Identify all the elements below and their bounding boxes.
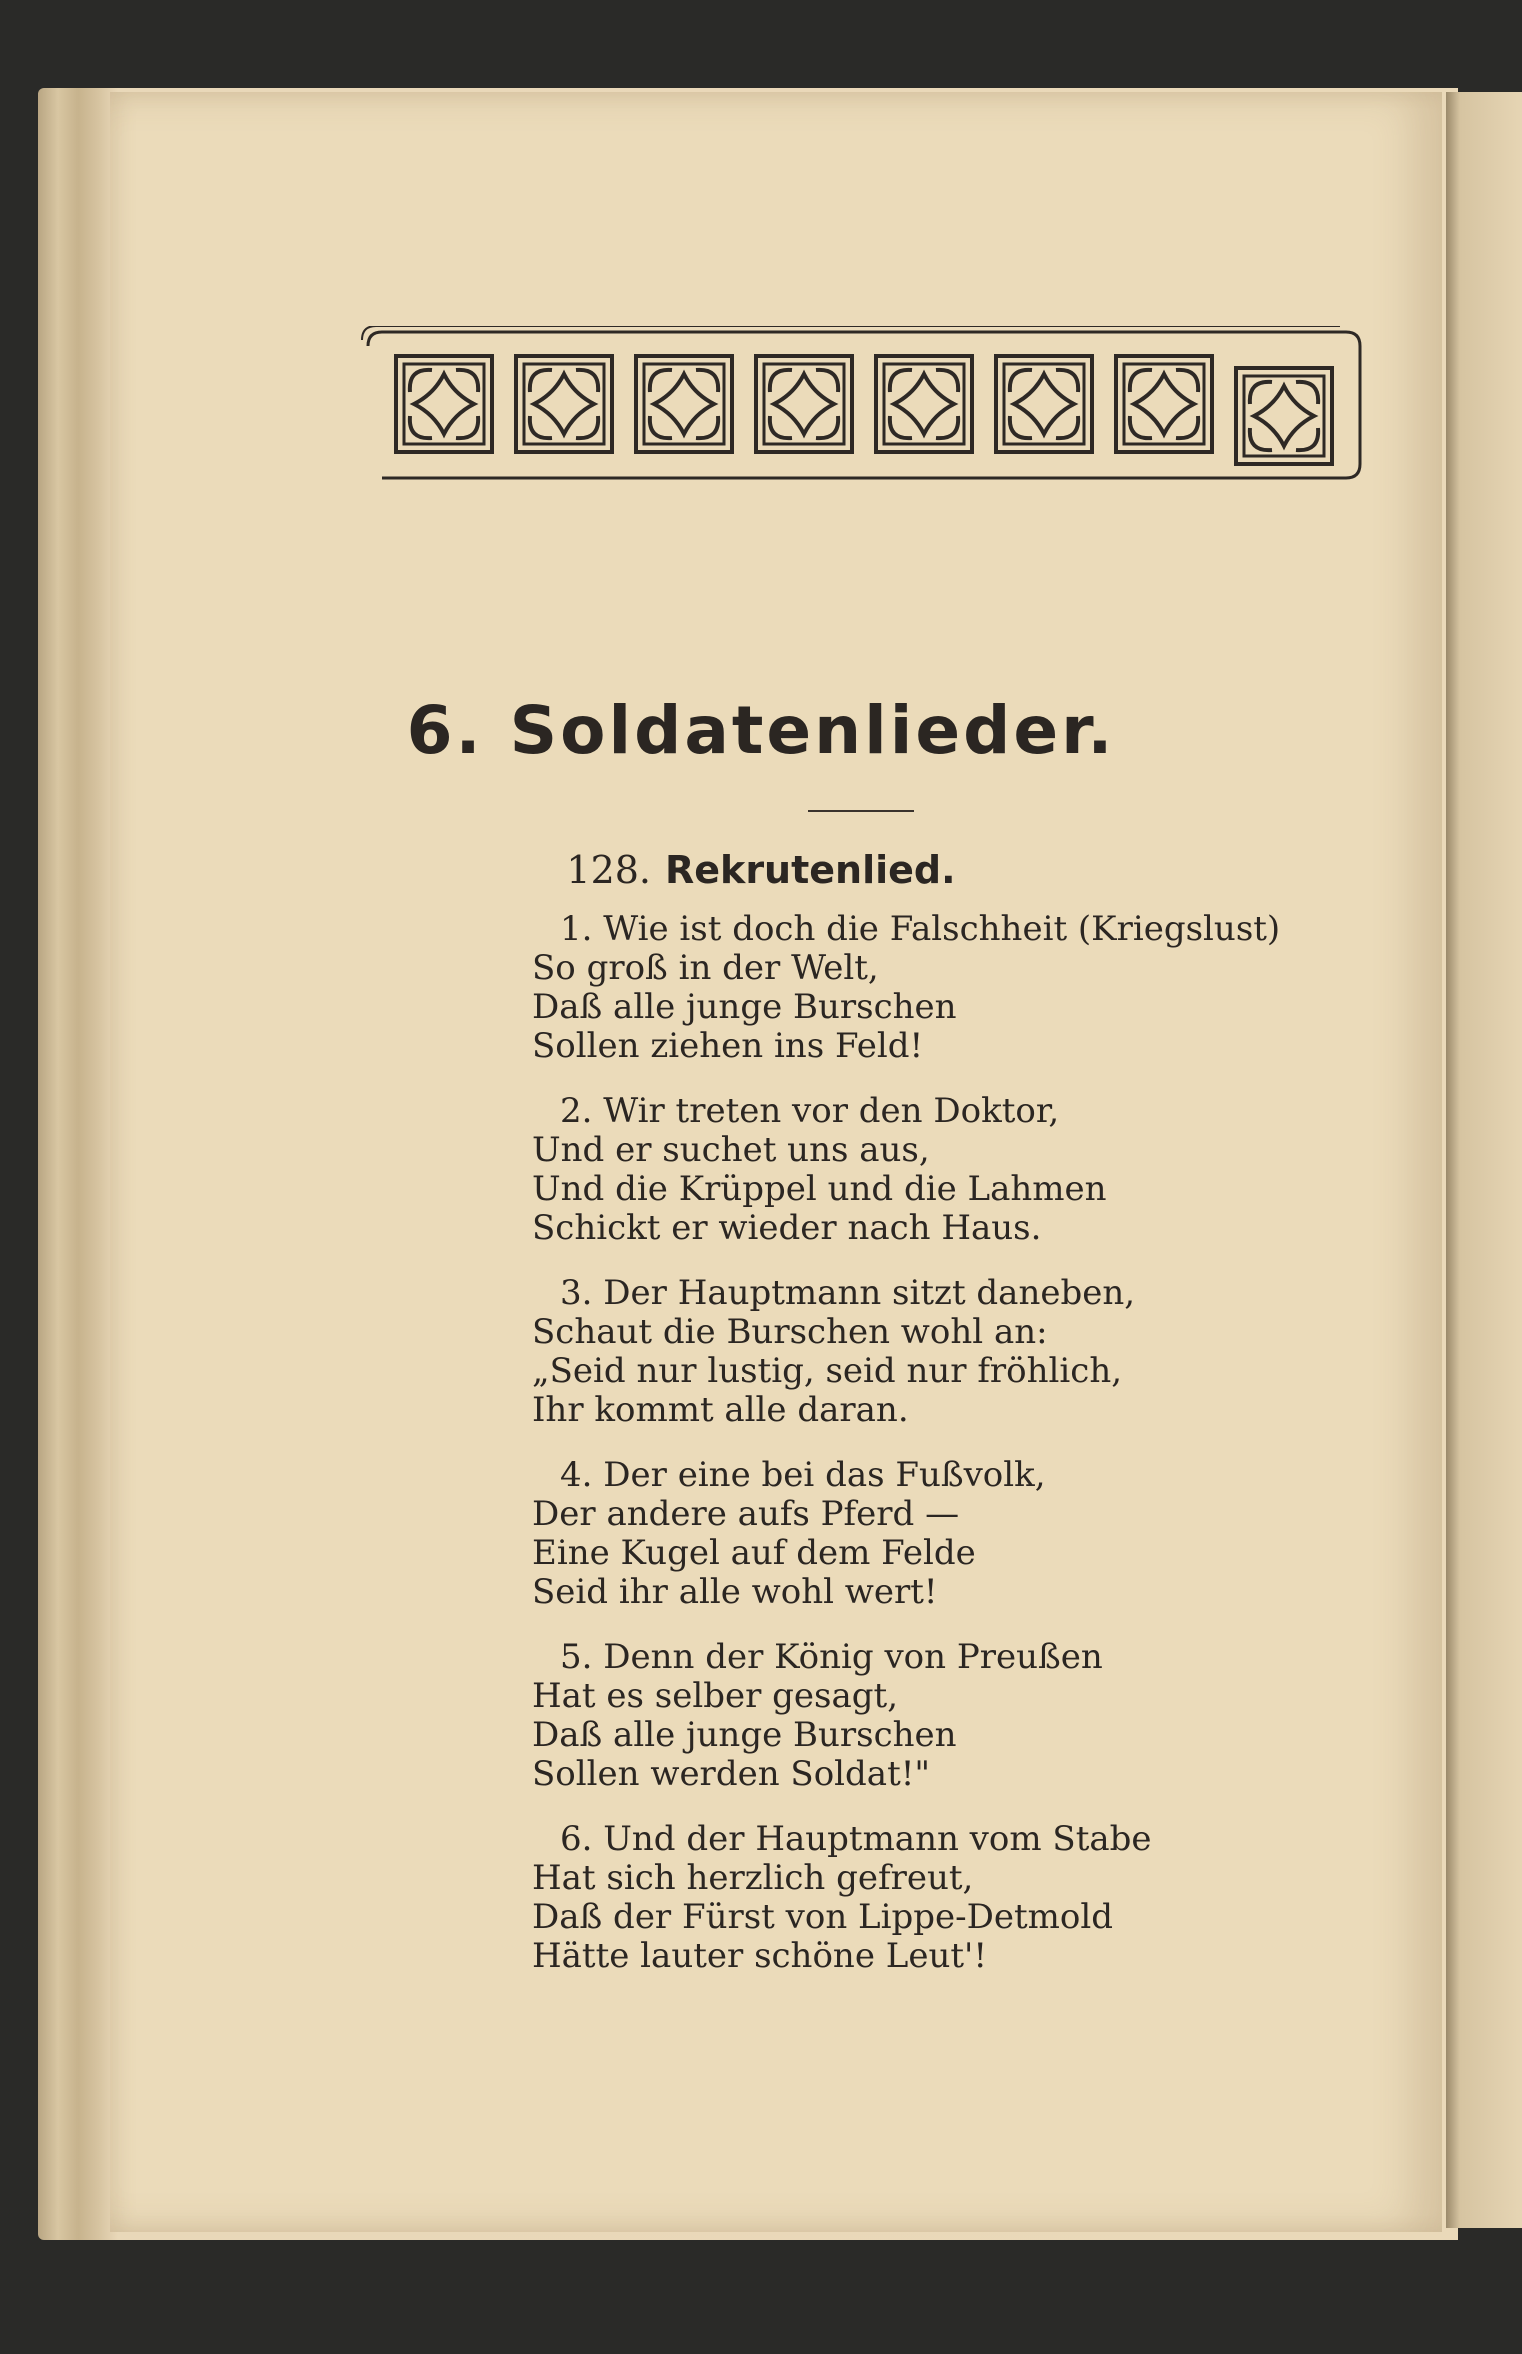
stanza <box>532 1638 1332 1794</box>
verse-line: 6. Und der Hauptmann vom Stabe <box>560 1819 1152 1859</box>
ornament-tile <box>396 356 492 452</box>
ornament-tile <box>996 356 1092 452</box>
poem-title: Rekrutenlied. <box>665 848 956 892</box>
verse-line: 3. Der Hauptmann sitzt daneben, <box>560 1273 1136 1313</box>
verse-line: So groß in der Welt, <box>532 948 879 988</box>
facing-page-edge <box>1446 92 1522 2228</box>
stanza <box>532 1456 1332 1612</box>
chapter-title: 6. Soldatenlieder. <box>406 692 1116 769</box>
ornament-tile <box>876 356 972 452</box>
verse-line: Der andere aufs Pferd — <box>532 1494 960 1534</box>
verse-line: Hat es selber gesagt, <box>532 1676 898 1716</box>
verse-line: Eine Kugel auf dem Felde <box>532 1533 976 1573</box>
poem-body <box>532 910 1332 2002</box>
verse-line: 4. Der eine bei das Fußvolk, <box>560 1455 1046 1495</box>
ornament-tile <box>1236 368 1332 464</box>
ornament-tile <box>1116 356 1212 452</box>
stanza <box>532 1820 1332 1976</box>
decorative-header-ornament <box>360 326 1368 484</box>
ornament-tile <box>516 356 612 452</box>
verse-line: Sollen werden Soldat!" <box>532 1754 931 1794</box>
verse-line: Und er suchet uns aus, <box>532 1130 930 1170</box>
verse-line: Ihr kommt alle daran. <box>532 1390 909 1430</box>
verse-line: Sollen ziehen ins Feld! <box>532 1026 924 1066</box>
verse-line: 5. Denn der König von Preußen <box>560 1637 1103 1677</box>
stanza <box>532 910 1332 1066</box>
poem-heading <box>0 848 1522 892</box>
verse-line: Hätte lauter schöne Leut'! <box>532 1936 988 1976</box>
ornament-border-graphic <box>360 326 1368 484</box>
verse-line: „Seid nur lustig, seid nur fröhlich, <box>532 1351 1123 1391</box>
verse-line: Schaut die Burschen wohl an: <box>532 1312 1048 1352</box>
poem-number: 128. <box>566 848 652 892</box>
stanza <box>532 1274 1332 1430</box>
stanza <box>532 1092 1332 1248</box>
verse-line: Daß der Fürst von Lippe-Detmold <box>532 1897 1114 1937</box>
ornament-tile <box>756 356 852 452</box>
verse-line: Daß alle junge Burschen <box>532 987 957 1027</box>
title-divider <box>808 810 914 812</box>
ornament-tile <box>636 356 732 452</box>
verse-line: 1. Wie ist doch die Falschheit (Kriegslust) <box>560 909 1281 949</box>
verse-line: Schickt er wieder nach Haus. <box>532 1208 1042 1248</box>
verse-line: Seid ihr alle wohl wert! <box>532 1572 938 1612</box>
verse-line: Daß alle junge Burschen <box>532 1715 957 1755</box>
verse-line: Und die Krüppel und die Lahmen <box>532 1169 1107 1209</box>
verse-line: 2. Wir treten vor den Doktor, <box>560 1091 1060 1131</box>
verse-line: Hat sich herzlich gefreut, <box>532 1858 974 1898</box>
